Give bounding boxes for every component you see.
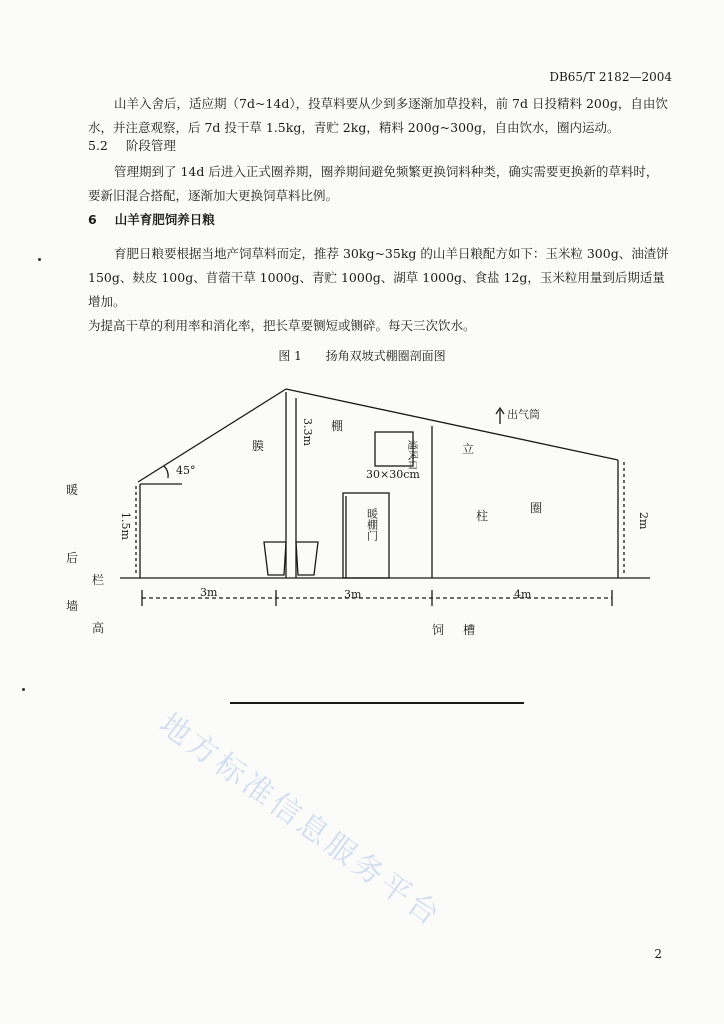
section-number: 6: [88, 212, 97, 227]
label-angle: 45°: [176, 464, 196, 477]
label-left-col-4: 高: [92, 621, 105, 635]
label-shed: 棚: [331, 419, 344, 433]
separator-rule: [230, 702, 524, 704]
text-line: 150g、麸皮 100g、苜蓿干草 1000g、青贮 1000g、湖草 1000g、食盐 12g，玉米粒用量到后期适量增加。: [88, 270, 665, 309]
scan-speck: [38, 258, 41, 261]
label-dim-mid: 3m: [344, 588, 362, 601]
label-pen: 圈: [530, 501, 543, 515]
figure-number: 图 1: [278, 349, 302, 363]
label-pillar-top: 立: [462, 442, 475, 456]
label-vent-size: 30×30cm: [366, 468, 420, 481]
document-code: DB65/T 2182—2004: [549, 70, 672, 84]
trough-left: [264, 542, 286, 575]
text-line: 育肥日粮要根据当地产饲草料而定，推荐 30kg~35kg 的山羊日粮配方如下：玉米粒 300g、油渣饼: [114, 246, 669, 261]
label-dim-left: 3m: [200, 586, 218, 599]
watermark: 地方标准信息服务平台: [152, 706, 449, 935]
text-line: 要新旧混合搭配，逐渐加大更换饲草料比例。: [88, 188, 339, 203]
label-left-col-2: 后: [66, 551, 79, 565]
label-left-col-1: 暖: [66, 483, 79, 497]
label-door: 暖棚门: [365, 508, 379, 541]
roof-left-slope: [138, 389, 286, 482]
section-number: 5.2: [88, 138, 108, 153]
label-dim-right: 4m: [514, 588, 532, 601]
angle-arc: [164, 466, 168, 478]
label-fence: 栏: [92, 573, 105, 587]
trough-right: [296, 542, 318, 575]
section-title: 山羊育肥饲养日粮: [114, 212, 215, 227]
label-height-left: 1.5m: [119, 512, 132, 540]
label-height-right: 2m: [637, 512, 650, 530]
label-vent-in: 通风口: [406, 440, 417, 470]
text-line: 管理期到了 14d 后进入正式圈养期，圈养期间避免频繁更换饲料种类，确实需要更换新的草料时，: [114, 164, 659, 179]
text-line: 山羊入舍后，适应期（7d~14d），投草料要从少到多逐渐加草投料，前 7d 日投精料 200g，自由饮: [114, 96, 668, 111]
section-title: 阶段管理: [125, 138, 176, 153]
label-membrane: 膜: [252, 439, 265, 453]
text-line: 为提高干草的利用率和消化率，把长草要铡短或铡碎。每天三次饮水。: [88, 318, 476, 333]
label-trough: 饲 槽: [432, 623, 476, 637]
label-pillar-bottom: 柱: [476, 509, 489, 523]
page-number: 2: [654, 947, 662, 961]
scan-speck: [22, 688, 25, 691]
figure-caption: 扬角双坡式棚圈剖面图: [325, 349, 446, 363]
label-vent-out: 出气筒: [507, 408, 540, 421]
label-height-center: 3.3m: [301, 418, 314, 446]
text-line: 水，并注意观察，后 7d 投干草 1.5kg，青贮 2kg，精料 200g~300g，自由饮水，圈内运动。: [88, 120, 620, 135]
label-left-col-3: 墙: [66, 599, 79, 613]
